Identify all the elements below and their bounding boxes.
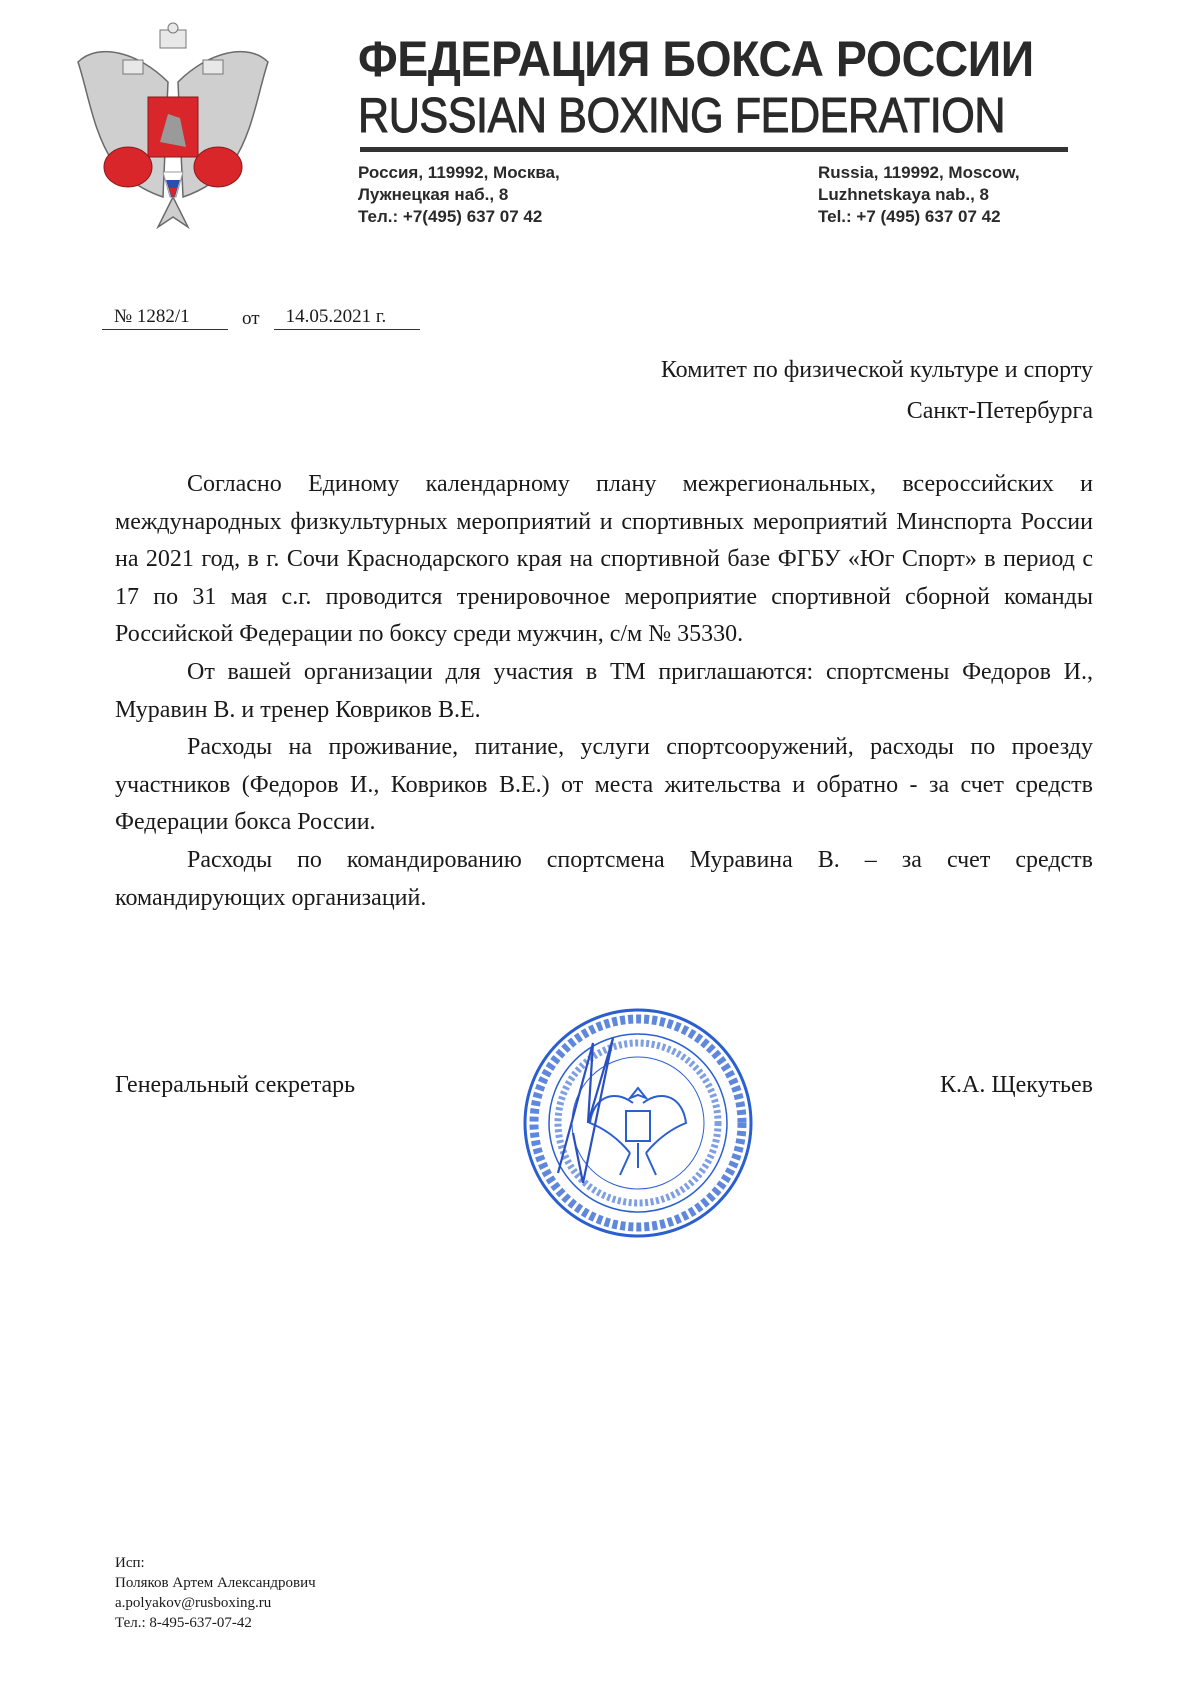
recipient-line: Комитет по физической культуре и спорту — [660, 357, 1093, 383]
address-en — [818, 162, 1020, 228]
official-stamp — [518, 1003, 758, 1243]
letterhead-title-ru: ФЕДЕРАЦИЯ БОКСА РОССИИ — [358, 31, 1034, 87]
executor-name: Поляков Артем Александрович — [115, 1575, 316, 1591]
body-paragraph: Расходы по командированию спортсмена Муравина В. – за счет средств командирующих организаций. — [115, 846, 1093, 911]
registration-number: № 1282/1 — [102, 306, 228, 330]
address-ru — [358, 162, 560, 228]
executor-email[interactable]: a.polyakov@rusboxing.ru — [115, 1595, 272, 1611]
address-ru-phone: Тел.: +7(495) 637 07 42 — [358, 207, 543, 226]
recipient-block — [661, 350, 1093, 432]
address-en-line: Russia, 119992, Moscow, — [818, 163, 1020, 182]
address-en-phone: Tel.: +7 (495) 637 07 42 — [818, 207, 1001, 226]
letter-body — [115, 466, 1093, 917]
letterhead-divider — [360, 147, 1068, 152]
registration-line — [102, 306, 420, 330]
signatory-name: К.А. Щекутьев — [940, 1072, 1093, 1098]
stamp-outer-lettering — [534, 1019, 742, 1227]
body-paragraph: От вашей организации для участия в ТМ приглашаются: спортсмены Федоров И., Муравин В. и тренер Ковриков В.Е. — [115, 658, 1093, 723]
letterhead-title-en: RUSSIAN BOXING FEDERATION — [358, 89, 1006, 143]
address-en-line: Luzhnetskaya nab., 8 — [818, 185, 989, 204]
executor-phone: Тел.: 8-495-637-07-42 — [115, 1615, 252, 1631]
body-paragraph: Расходы на проживание, питание, услуги спортсооружений, расходы по проезду участников (Федоров И., Ковриков В.Е.) от места жительства и обратно - за счет средств Федерации бокса России. — [115, 734, 1093, 836]
stamp-eagle-icon — [590, 1088, 686, 1175]
address-ru-line: Лужнецкая наб., 8 — [358, 185, 509, 204]
recipient-line: Санкт-Петербурга — [906, 398, 1093, 424]
federation-emblem-logo — [68, 22, 278, 232]
from-label: от — [242, 308, 260, 329]
signatory-position: Генеральный секретарь — [115, 1072, 356, 1098]
executor-label: Исп: — [115, 1555, 145, 1571]
executor-info — [115, 1553, 316, 1633]
address-ru-line: Россия, 119992, Москва, — [358, 163, 560, 182]
body-paragraph: Согласно Единому календарному плану межрегиональных, всероссийских и международных физкультурных мероприятий и спортивных мероприятий Минспорта России на 2021 год, в г. Сочи Краснодарского края на спортивной базе ФГБУ «Юг Спорт» в период с 17 по 31 мая с.г. проводится тренировочное мероприятие спортивной сборной команды Российской Федерации по боксу среди мужчин, с/м № 35330. — [115, 471, 1093, 648]
registration-date: 14.05.2021 г. — [274, 306, 420, 330]
